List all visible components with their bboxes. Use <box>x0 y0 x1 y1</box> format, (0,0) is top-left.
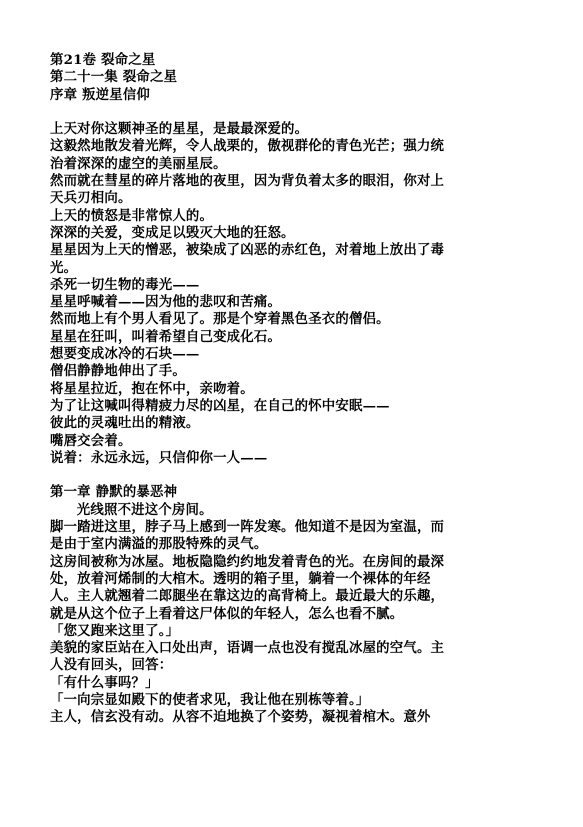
text-line: 光。 <box>50 259 78 276</box>
text-line: 杀死一切生物的毒光—— <box>50 276 200 293</box>
text-line: 这房间被称为冰屋。地板隐隐约约地发着青色的光。在房间的最深 <box>50 553 445 570</box>
text-line: 然而就在彗星的碎片落地的夜里，因为背负着太多的眼泪，你对上 <box>50 173 445 190</box>
text-line: 星星在狂叫，叫着希望自己变成化石。 <box>50 328 282 345</box>
text-line: 深深的关爱，变成足以毁灭大地的狂怒。 <box>50 224 295 241</box>
blank-line <box>50 467 530 484</box>
text-line: 为了让这喊叫得精疲力尽的凶星，在自己的怀中安眠—— <box>50 397 390 414</box>
text-line: 脚一踏进这里，脖子马上感到一阵发寒。他知道不是因为室温，而 <box>50 519 445 536</box>
text-line: 美貌的家臣站在入口处出声，语调一点也没有搅乱冰屋的空气。主 <box>50 640 445 657</box>
text-line: 这毅然地散发着光辉，令人战栗的，傲视群伦的青色光芒；强力统 <box>50 138 445 155</box>
text-line: 星星因为上天的憎恶，被染成了凶恶的赤红色，对着地上放出了毒 <box>50 242 445 259</box>
chapter-text <box>50 502 530 727</box>
text-line: 「有什么事吗？」 <box>50 674 159 691</box>
prologue-title: 序章 叛逆星信仰 <box>50 86 150 103</box>
text-line: 彼此的灵魂吐出的精液。 <box>50 415 200 432</box>
text-line: 光线照不进这个房间。 <box>76 501 213 518</box>
text-line: 就是从这个位子上看着这尸体似的年轻人，怎么也看不腻。 <box>50 605 404 622</box>
text-line: 是由于室内满溢的那股特殊的灵气。 <box>50 536 268 553</box>
text-line: 天兵刃相向。 <box>50 190 132 207</box>
text-line: 想要变成冰冷的石块—— <box>50 346 200 363</box>
prologue-text <box>50 121 530 467</box>
text-line: 上天对你这颗神圣的星星，是最最深爱的。 <box>50 121 309 138</box>
text-line: 治着深深的虚空的美丽星辰。 <box>50 155 227 172</box>
text-line: 然而地上有个男人看见了。那是个穿着黑色圣衣的僧侣。 <box>50 311 390 328</box>
volume-title: 第21卷 裂命之星 <box>50 52 156 68</box>
text-line: 主人，信玄没有动。从容不迫地换了个姿势，凝视着棺木。意外 <box>50 709 431 726</box>
text-line: 说着：永远永远，只信仰你一人—— <box>50 449 268 466</box>
document-page <box>50 52 530 727</box>
text-line: 嘴唇交会着。 <box>50 432 132 449</box>
text-line: 僧侣静静地伸出了手。 <box>50 363 186 380</box>
text-line: 「您又跑来这里了。」 <box>50 622 180 639</box>
blank-line <box>50 104 530 121</box>
text-line: 处，放着河烯制的大棺木。透明的箱子里，躺着一个裸体的年经 <box>50 570 431 587</box>
text-line: 人没有回头，回答： <box>50 657 173 674</box>
text-line: 将星星拉近，抱在怀中，亲吻着。 <box>50 380 254 397</box>
episode-title: 第二十一集 裂命之星 <box>50 69 178 86</box>
text-line: 「一向宗显如殿下的使者求见，我让他在别栋等着。」 <box>50 691 370 708</box>
heading-block <box>50 52 530 104</box>
chapter-title: 第一章 静默的暴恶神 <box>50 484 178 501</box>
text-line: 上天的愤怒是非常惊人的。 <box>50 207 214 224</box>
text-line: 人。主人就翘着二郎腿坐在靠这边的高背椅上。最近最大的乐趣， <box>50 588 445 605</box>
text-line: 星星呼喊着——因为他的悲叹和苦痛。 <box>50 294 282 311</box>
